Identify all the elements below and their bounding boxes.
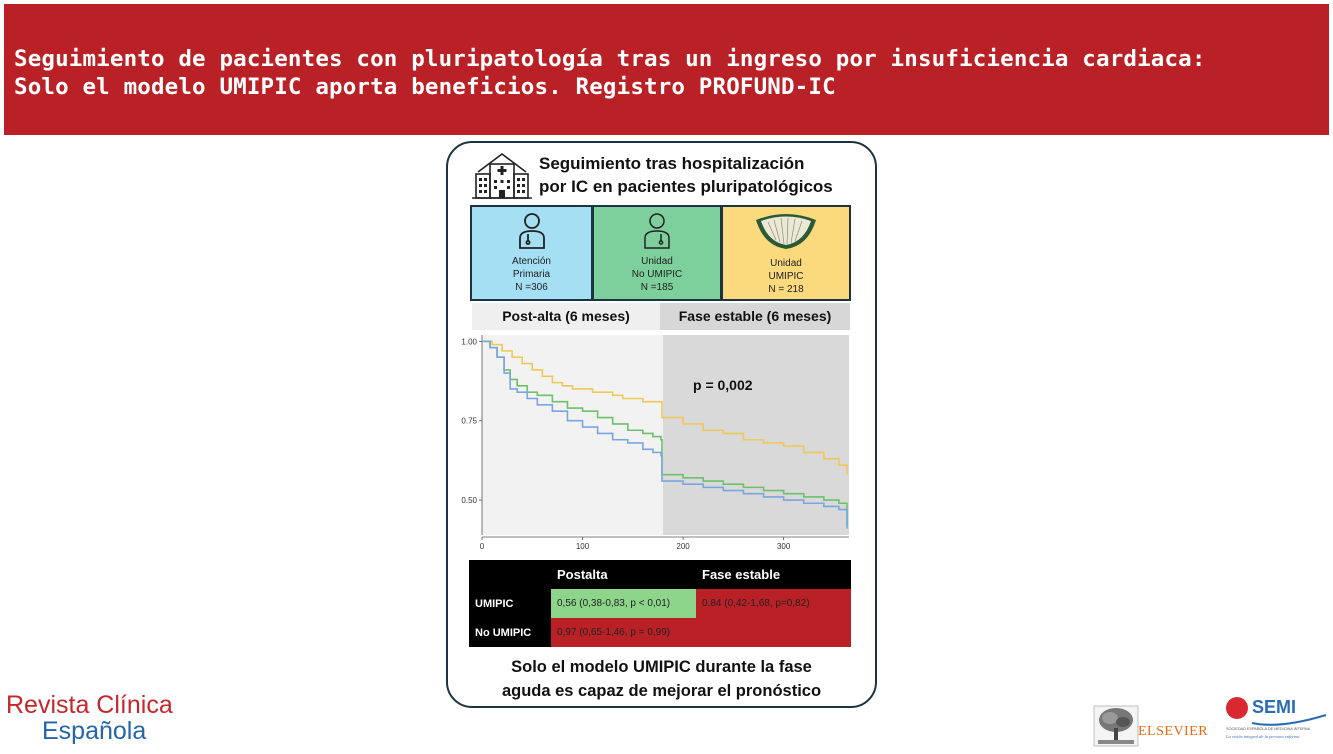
semi-wordmark: SEMI xyxy=(1252,697,1297,717)
cell-no-umipic: 0,97 (0,65-1,46, p = 0,99) xyxy=(551,618,851,647)
hazard-ratio-table xyxy=(469,560,851,647)
cell-umipic-postalta: 0,56 (0,38-0,83, p < 0,01) xyxy=(551,589,696,618)
semi-subtitle: SOCIEDAD ESPAÑOLA DE MEDICINA INTERNA xyxy=(1226,727,1311,731)
conclusion-text: Solo el modelo UMIPIC durante la fase aguda es capaz de mejorar el pronóstico xyxy=(501,658,822,700)
table-corner xyxy=(469,560,551,589)
cell-umipic-estable: 0,84 (0,42-1,68, p=0,82) xyxy=(696,589,851,618)
col-fase-estable: Fase estable xyxy=(696,560,851,589)
x-tick-label: 300 xyxy=(776,542,791,551)
y-tick-label: 1.00 xyxy=(461,337,477,347)
title-banner xyxy=(4,4,1329,135)
semi-logo xyxy=(1226,697,1328,749)
journal-name-line2: Española xyxy=(42,717,147,745)
doctor-icon xyxy=(642,211,672,249)
table-row xyxy=(469,618,851,647)
banner-title-line1: Seguimiento de pacientes con pluripatología tras un ingreso por insuficiencia cardiaca: xyxy=(14,46,1206,72)
table-header-row xyxy=(469,560,851,589)
swoosh-icon xyxy=(1250,713,1328,727)
heart-icon xyxy=(754,210,818,250)
p-value-annotation: p = 0,002 xyxy=(693,377,753,393)
row-label-no-umipic: No UMIPIC xyxy=(469,618,551,647)
col-postalta: Postalta xyxy=(551,560,696,589)
chart-region-2 xyxy=(663,335,849,535)
doctor-icon xyxy=(517,211,547,249)
group-no-umipic: Unidad No UMIPIC N =185 xyxy=(592,205,722,301)
survival-chart xyxy=(447,330,862,560)
banner-title-line2: Solo el modelo UMIPIC aporta beneficios. Registro PROFUND-IC xyxy=(14,74,836,100)
group-umipic: Unidad UMIPIC N = 218 xyxy=(721,205,851,301)
chart-region-1 xyxy=(482,335,663,535)
y-tick-label: 0.50 xyxy=(461,496,477,506)
y-tick-label: 0.75 xyxy=(461,416,477,426)
elsevier-logo: ELSEVIER xyxy=(1138,724,1209,739)
elsevier-tree-icon xyxy=(1092,704,1140,748)
group-atencion-primaria: Atención Primaria N =306 xyxy=(470,205,593,301)
semi-dot-icon xyxy=(1226,697,1248,719)
semi-tagline: La visión integral de la persona enferma xyxy=(1226,734,1300,739)
card-title: Seguimiento tras hospitalización por IC en pacientes pluripatológicos xyxy=(539,154,833,196)
hospital-icon xyxy=(472,150,532,200)
revista-clinica-logo xyxy=(6,692,173,744)
table-row xyxy=(469,589,851,618)
journal-name-line1: Revista Clínica xyxy=(6,691,173,719)
x-tick-label: 200 xyxy=(676,542,690,551)
x-tick-label: 0 xyxy=(479,542,485,551)
phase-estable: Fase estable (6 meses) xyxy=(660,303,850,330)
row-label-umipic: UMIPIC xyxy=(469,589,551,618)
x-tick-label: 100 xyxy=(575,542,590,551)
phase-post-alta: Post-alta (6 meses) xyxy=(472,303,660,330)
